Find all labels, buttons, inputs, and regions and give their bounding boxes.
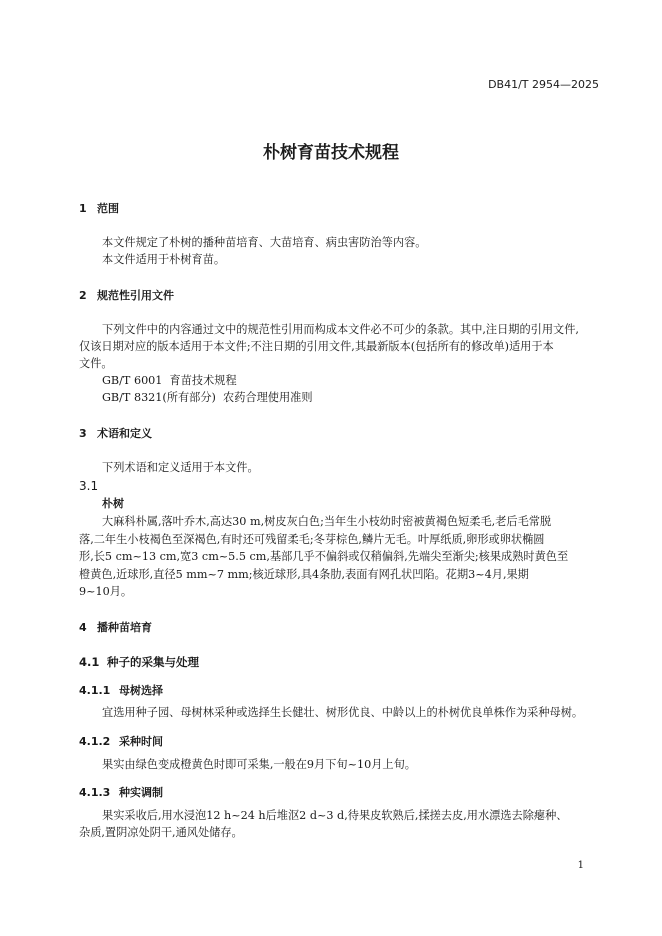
subsection-4-1-3-heading [79, 784, 163, 800]
definition-line: 形,长5 cm~13 cm,宽3 cm~5.5 cm,基部几乎不偏斜或仅稍偏斜,先端尖至渐尖;核果成熟时黄色至 [79, 550, 569, 563]
document-title: 朴树育苗技术规程 [263, 143, 399, 163]
section-number: 3 [79, 427, 87, 440]
section-2-heading [79, 287, 174, 303]
section-number: 2 [79, 289, 87, 302]
section-number: 4.1.2 [79, 735, 111, 748]
definition-line: 橙黄色,近球形,直径5 mm~7 mm;核近球形,具4条肋,表面有网孔状凹陷。花期3~4月,果期 [79, 568, 529, 581]
paragraph-line: 下列文件中的内容通过文中的规范性引用而构成本文件必不可少的条款。其中,注日期的引用文件, [102, 323, 579, 336]
section-4-heading [79, 619, 152, 635]
subsection-4-1-heading [79, 654, 199, 670]
term-name: 朴树 [102, 497, 124, 510]
section-title: 播种苗培育 [97, 621, 152, 634]
paragraph: 果实由绿色变成橙黄色时即可采集,一般在9月下旬~10月上旬。 [102, 758, 416, 771]
section-title: 采种时间 [119, 735, 163, 748]
reference-item: GB/T 8321(所有部分) 农药合理使用准则 [102, 391, 313, 404]
page-number: 1 [577, 860, 584, 871]
subsection-4-1-1-heading [79, 682, 163, 698]
section-title: 规范性引用文件 [97, 289, 174, 302]
section-number: 1 [79, 202, 87, 215]
section-title: 种子的采集与处理 [107, 655, 199, 669]
paragraph-line: 文件。 [79, 357, 113, 370]
paragraph-line: 仅该日期对应的版本适用于本文件;不注日期的引用文件,其最新版本(包括所有的修改单)适用于本 [79, 340, 554, 353]
term-number: 3.1 [79, 479, 99, 493]
paragraph: 本文件规定了朴树的播种苗培育、大苗培育、病虫害防治等内容。 [102, 236, 427, 249]
paragraph: 下列术语和定义适用于本文件。 [102, 461, 259, 474]
section-title: 范围 [97, 202, 119, 215]
definition-line: 9~10月。 [79, 585, 133, 598]
standard-code: DB41/T 2954—2025 [488, 78, 599, 91]
section-3-heading [79, 425, 152, 441]
reference-item: GB/T 6001 育苗技术规程 [102, 374, 237, 387]
section-number: 4.1.1 [79, 684, 111, 697]
section-number: 4.1.3 [79, 786, 111, 799]
section-title: 母树选择 [119, 684, 163, 697]
section-number: 4.1 [79, 655, 100, 669]
definition-line: 落,二年生小枝褐色至深褐色,有时还可残留柔毛;冬芽棕色,鳞片无毛。叶厚纸质,卵形或卵状椭圆 [79, 533, 545, 546]
subsection-4-1-2-heading [79, 733, 163, 749]
section-title: 术语和定义 [97, 427, 152, 440]
section-1-heading [79, 200, 119, 216]
section-title: 种实调制 [119, 786, 163, 799]
paragraph: 宜选用种子园、母树林采种或选择生长健壮、树形优良、中龄以上的朴树优良单株作为采种母树。 [102, 706, 584, 719]
definition-line: 大麻科朴属,落叶乔木,高达30 m,树皮灰白色;当年生小枝幼时密被黄褐色短柔毛,老后毛常脱 [102, 515, 552, 528]
paragraph-line: 杂质,置阴凉处阴干,通风处储存。 [79, 826, 243, 839]
paragraph: 本文件适用于朴树育苗。 [102, 253, 226, 266]
section-number: 4 [79, 621, 87, 634]
paragraph-line: 果实采收后,用水浸泡12 h~24 h后堆沤2 d~3 d,待果皮软熟后,揉搓去皮,用水漂选去除瘪种、 [102, 809, 568, 822]
